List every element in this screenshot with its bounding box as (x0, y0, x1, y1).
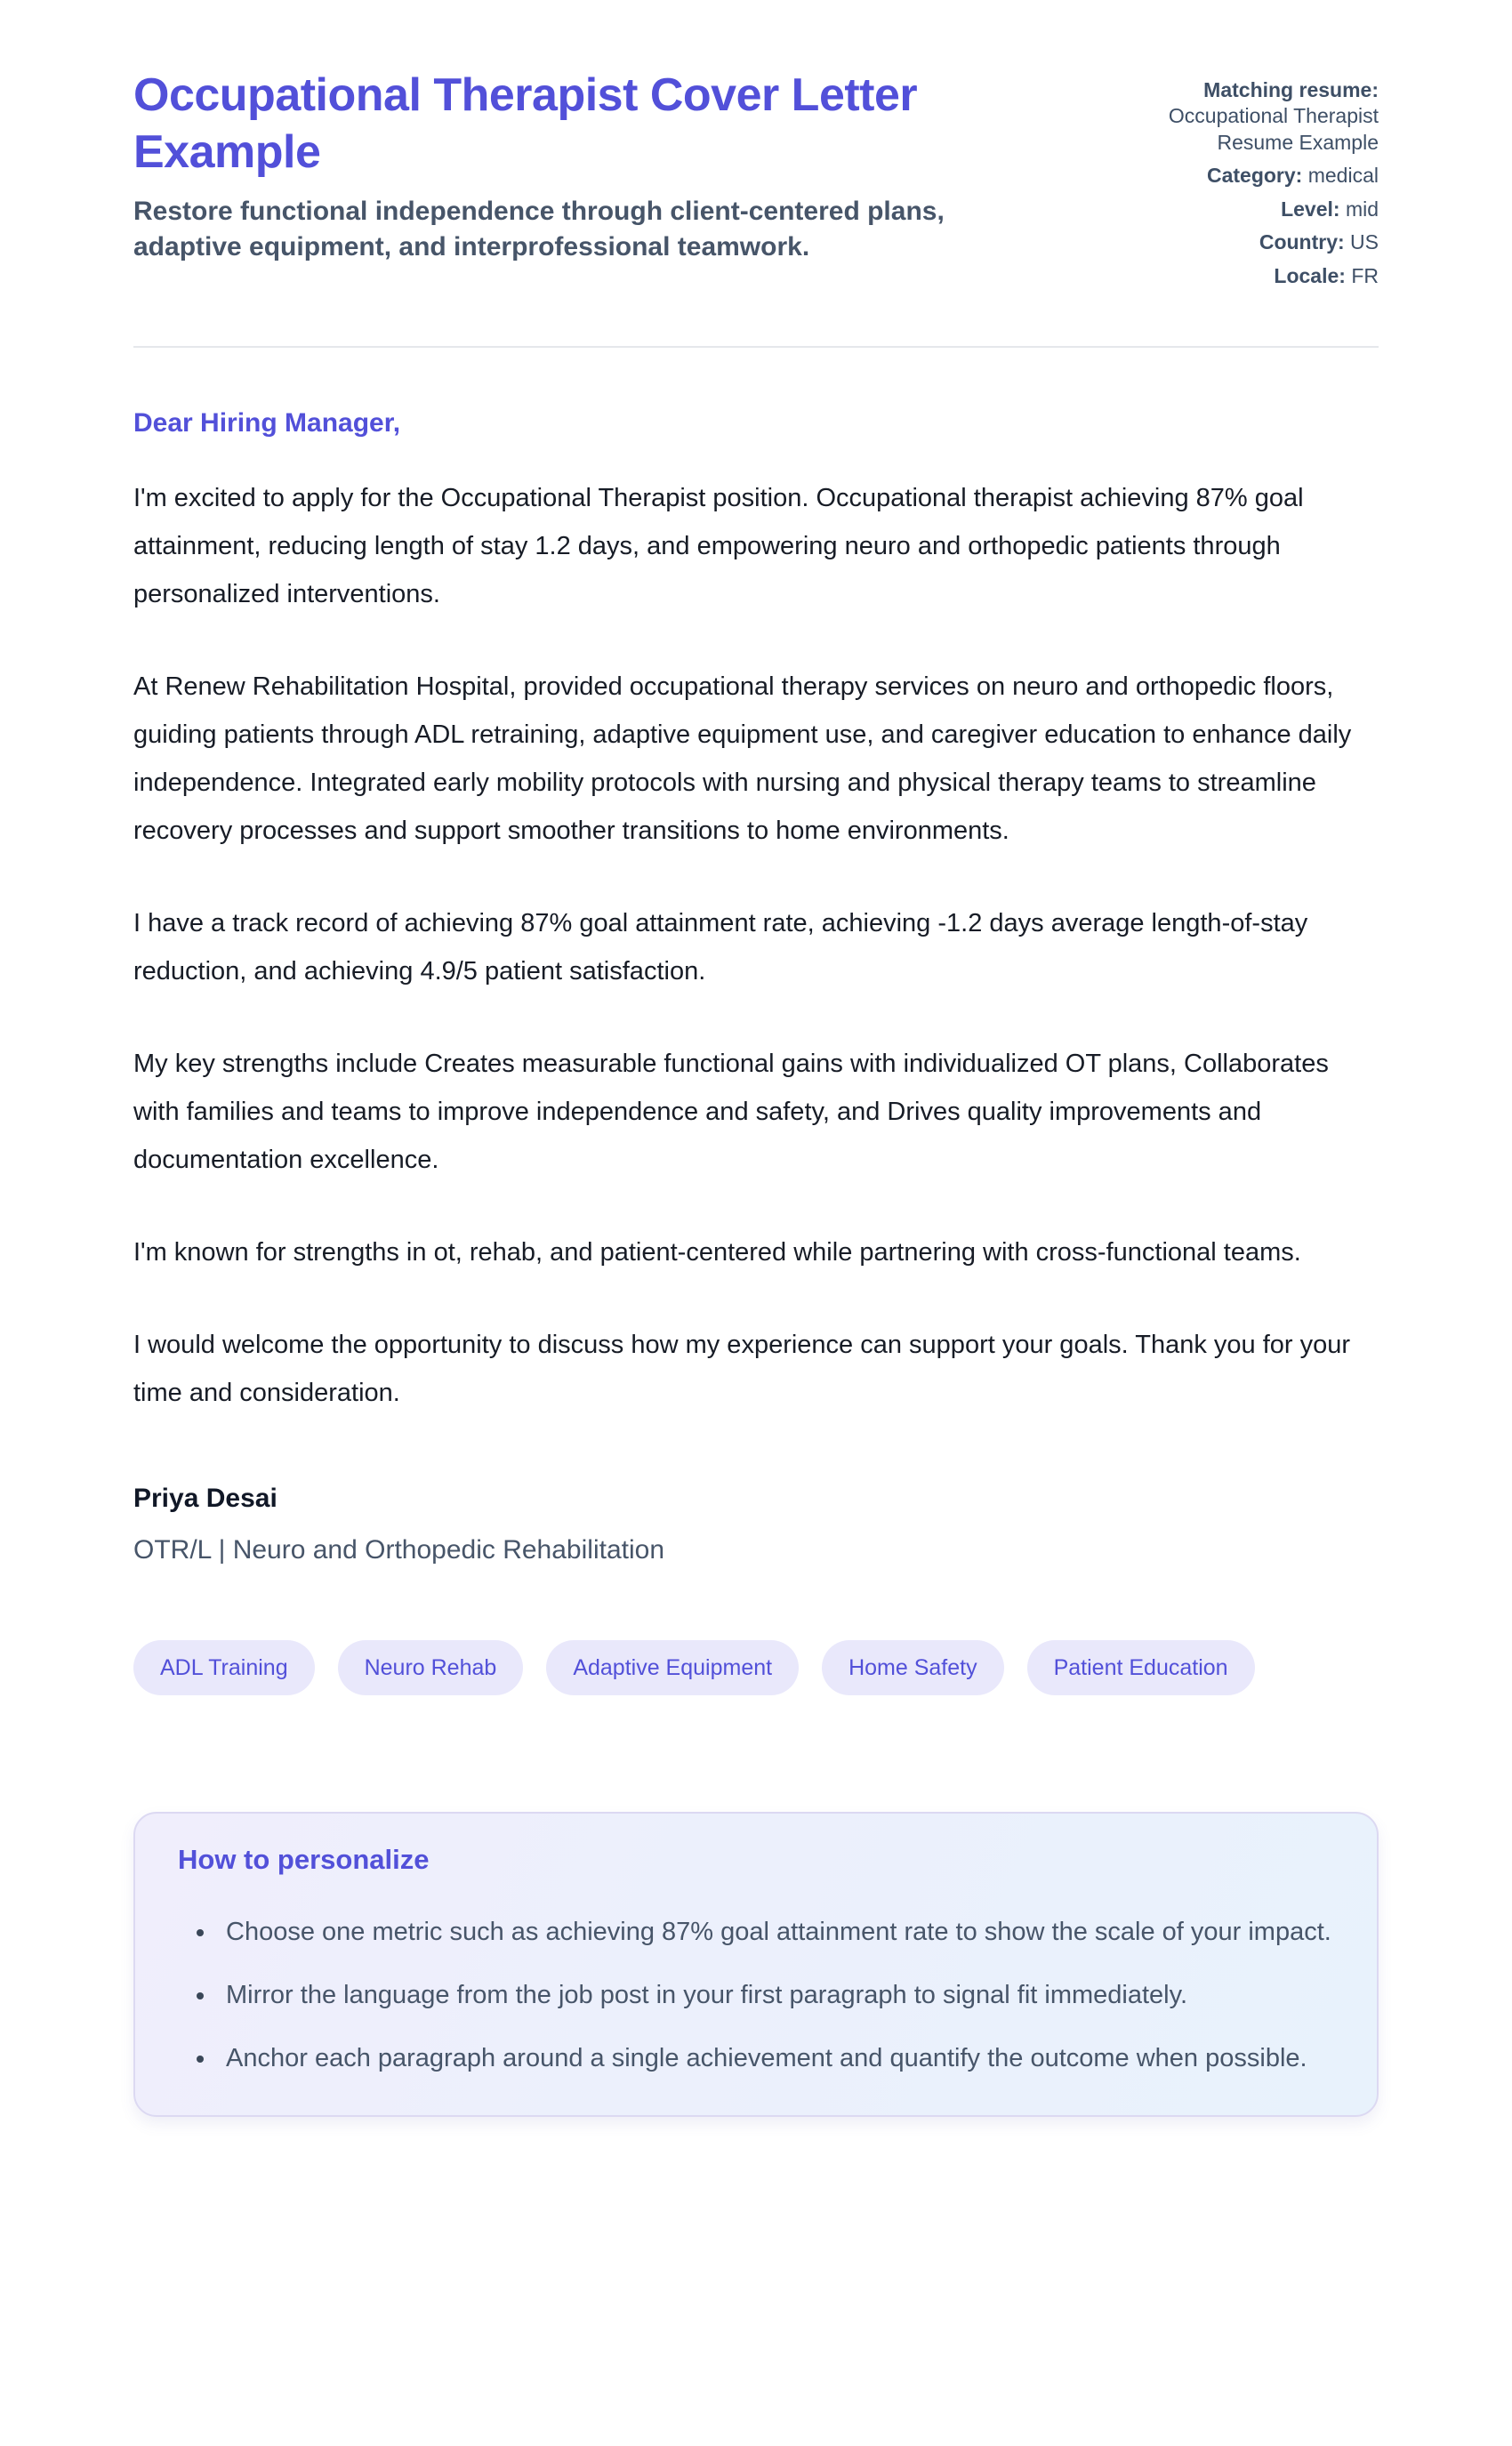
letter-body (133, 408, 1379, 1566)
meta-matching-resume (1125, 77, 1379, 156)
meta-label: Level: (1281, 197, 1340, 221)
skill-tag-patient-education[interactable]: Patient Education (1027, 1640, 1255, 1695)
meta-value: US (1350, 230, 1379, 254)
skill-tag-adl-training[interactable]: ADL Training (133, 1640, 315, 1695)
meta-label: Matching resume: (1203, 78, 1379, 101)
how-to-personalize-box (133, 1812, 1379, 2117)
tip-item: • Choose one metric such as achieving 87% goal attainment rate to show the scale of your impact. (217, 1910, 1334, 1955)
letter-paragraph: I'm known for strengths in ot, rehab, and patient-centered while partnering with cross-functional teams. (133, 1238, 1301, 1267)
tip-item: • Mirror the language from the job post in your first paragraph to signal fit immediately. (217, 1973, 1334, 2018)
header-divider (133, 346, 1379, 348)
letter-paragraph: At Renew Rehabilitation Hospital, provided occupational therapy services on neuro and orthopedic floors, guiding patients through ADL retraining, adaptive equipment use, and caregiver education to enhance daily independence. Integrated early mobility protocols with nursing and physical therapy teams to streamline recovery processes and support smoother transitions to home environments. (133, 672, 1352, 846)
header-title-block (133, 67, 1023, 265)
cover-letter-page (133, 0, 1379, 2117)
page-title: Occupational Therapist Cover Letter Example (133, 69, 918, 179)
signature-block (133, 1483, 1379, 1566)
tips-title: How to personalize (178, 1844, 430, 1876)
meta-level (1125, 197, 1379, 222)
tip-item: • Anchor each paragraph around a single achievement and quantify the outcome when possible. (217, 2036, 1334, 2081)
meta-label: Locale: (1274, 263, 1346, 287)
meta-label: Category: (1206, 164, 1303, 188)
meta-label: Country: (1259, 230, 1345, 254)
meta-value: medical (1307, 164, 1379, 188)
meta-value: FR (1351, 263, 1379, 287)
letter-paragraph: My key strengths include Creates measurable functional gains with individualized OT plans, Collaborates with families and teams to improve independence and safety, and Drives quality improvements and documentation excellence. (133, 1050, 1329, 1175)
page-header (133, 67, 1379, 296)
letter-paragraph: I have a track record of achieving 87% goal attainment rate, achieving -1.2 days average length-of-stay reduction, and achieving 4.9/5 patient satisfaction. (133, 909, 1308, 986)
page-subtitle: Restore functional independence through client-centered plans, adaptive equipment, and interprofessional teamwork. (133, 196, 945, 261)
skill-tag-adaptive-equipment[interactable]: Adaptive Equipment (546, 1640, 799, 1695)
signature-name: Priya Desai (133, 1484, 277, 1514)
letter-greeting: Dear Hiring Manager, (133, 408, 401, 439)
meta-country (1125, 229, 1379, 255)
signature-role: OTR/L | Neuro and Orthopedic Rehabilitation (133, 1535, 664, 1565)
skill-tags-row (133, 1640, 1379, 1695)
meta-locale (1125, 263, 1379, 289)
meta-category (1125, 163, 1379, 189)
resume-meta-block (1125, 67, 1379, 296)
letter-paragraph: I'm excited to apply for the Occupational Therapist position. Occupational therapist achieving 87% goal attainment, reducing length of stay 1.2 days, and empowering neuro and orthopedic patients through personalized interventions. (133, 484, 1304, 609)
meta-value: mid (1345, 197, 1379, 221)
tips-list (178, 1910, 1334, 2081)
letter-paragraph: I would welcome the opportunity to discuss how my experience can support your goals. Thank you for your time and consideration. (133, 1331, 1351, 1408)
skill-tag-neuro-rehab[interactable]: Neuro Rehab (338, 1640, 524, 1695)
skill-tag-home-safety[interactable]: Home Safety (822, 1640, 1004, 1695)
meta-value: Occupational Therapist Resume Example (1168, 104, 1379, 154)
